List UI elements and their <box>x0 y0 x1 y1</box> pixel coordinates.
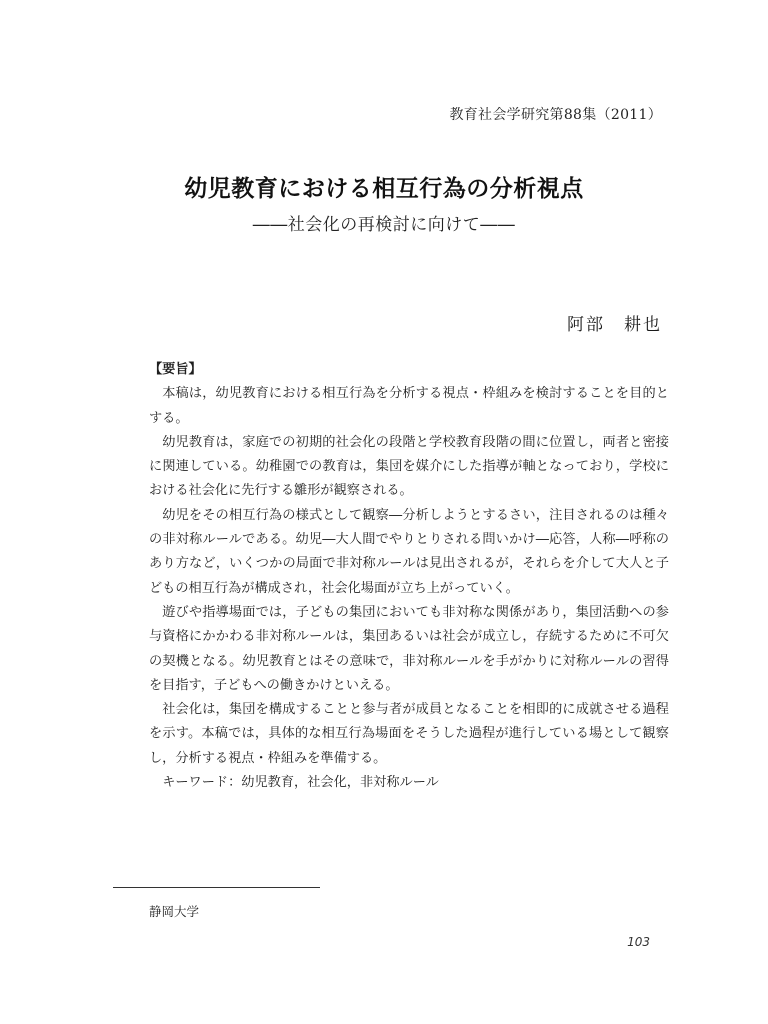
abstract-section <box>149 358 669 795</box>
abstract-paragraph-1: 本稿は，幼児教育における相互行為を分析する視点・枠組みを検討することを目的とする。 <box>149 386 669 426</box>
article-subtitle: ――社会化の再検討に向けて―― <box>252 215 516 235</box>
author-name: 阿部 耕也 <box>567 315 662 335</box>
abstract-paragraph-2: 幼児教育は，家庭での初期的社会化の段階と学校教育段階の間に位置し，両者と密接に関連している。幼稚園での教育は，集団を媒介にした指導が軸となっており，学校における社会化に先行する雛形が観察される。 <box>149 434 669 499</box>
abstract-paragraph-3: 幼児をその相互行為の様式として観察―分析しようとするさい，注目されるのは種々の非対称ルールである。幼児―大人間でやりとりされる問いかけ―応答，人称―呼称のあり方など，いくつかの局面で非対称ルールは見出されるが，それらを介して大人と子どもの相互行為が構成され，社会化場面が立ち上がっていく。 <box>149 507 669 596</box>
keywords: キーワード：幼児教育，社会化，非対称ルール <box>162 775 439 791</box>
author-affiliation: 静岡大学 <box>149 904 200 919</box>
journal-header: 教育社会学研究第88集（2011） <box>449 107 662 123</box>
footnote-divider <box>113 887 320 888</box>
abstract-heading: 【要旨】 <box>149 362 202 377</box>
abstract-paragraph-4: 遊びや指導場面では，子どもの集団においても非対称な関係があり，集団活動への参与資格にかかわる非対称ルールは，集団あるいは社会が成立し，存続するために不可欠の契機となる。幼児教育とはその意味で，非対称ルールを手がかりに対称ルールの習得を目指す，子どもへの働きかけといえる。 <box>149 604 669 693</box>
page-number: 103 <box>627 935 650 949</box>
article-title: 幼児教育における相互行為の分析視点 <box>184 176 584 202</box>
abstract-paragraph-5: 社会化は，集団を構成することと参与者が成員となることを相即的に成就させる過程を示す。本稿では，具体的な相互行為場面をそうした過程が進行している場として観察し，分析する視点・枠組みを準備する。 <box>149 702 669 766</box>
